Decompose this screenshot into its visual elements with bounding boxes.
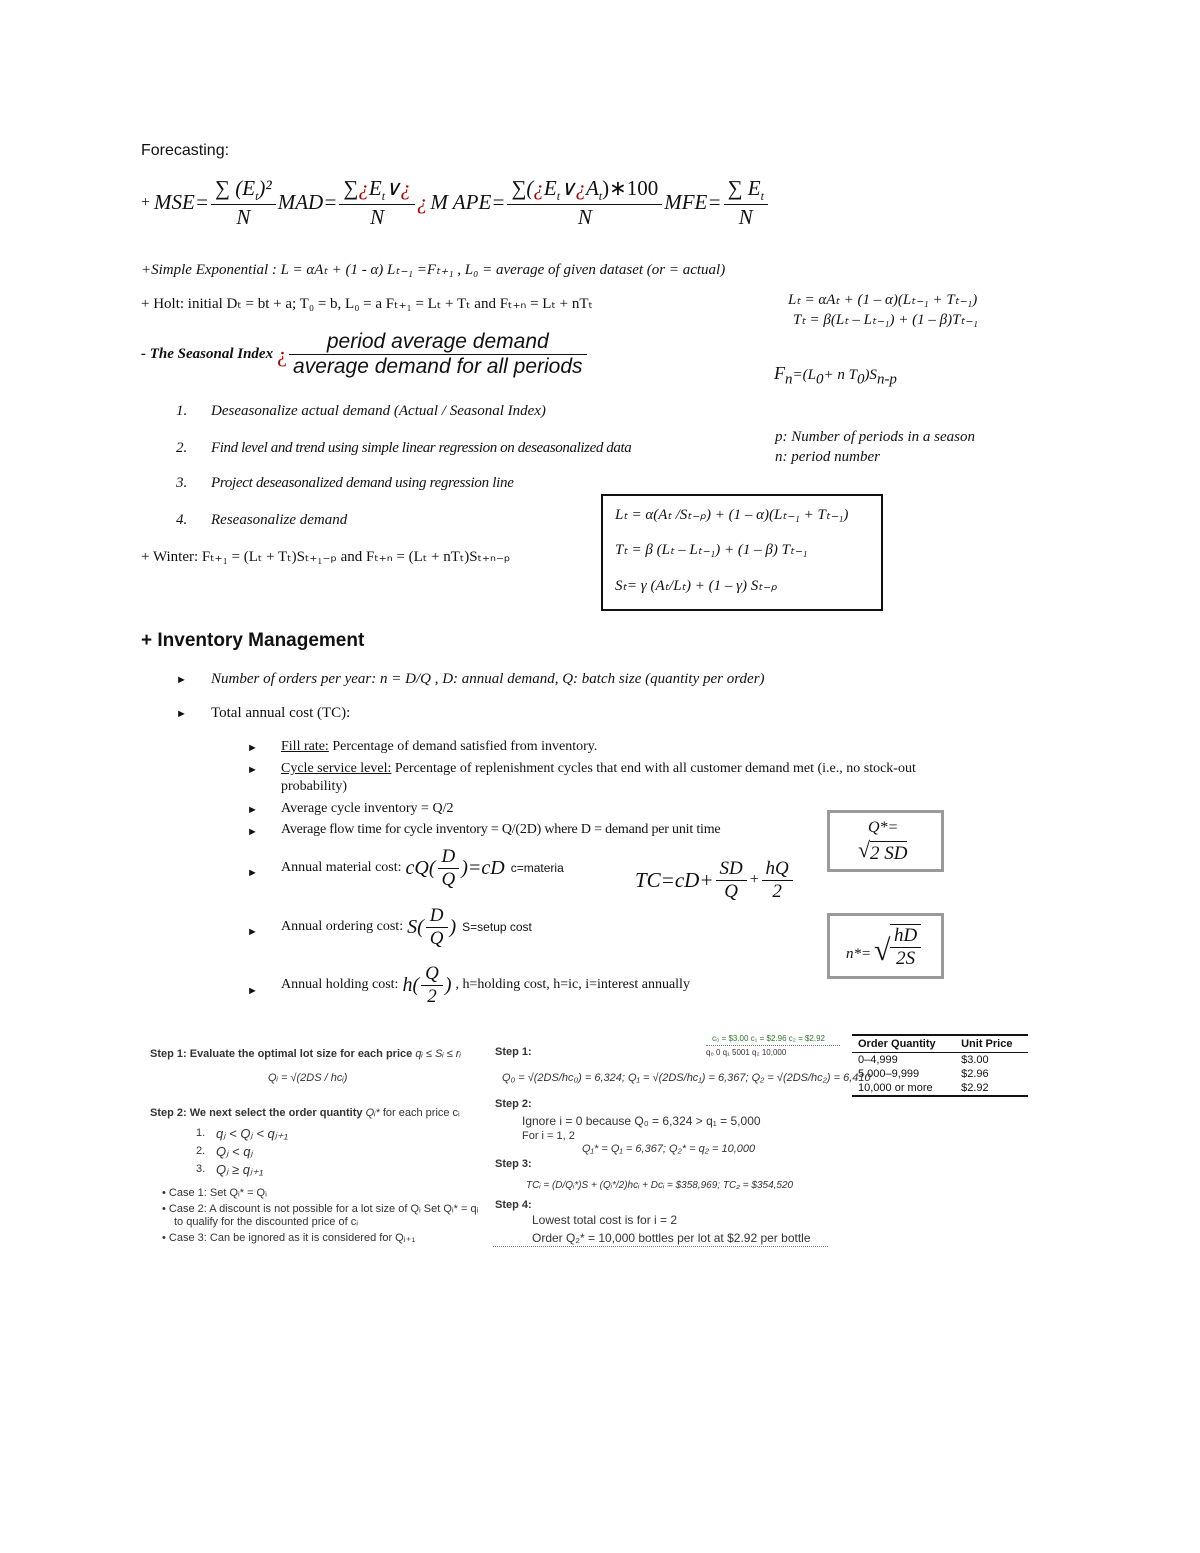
step-1-num: 1. xyxy=(176,403,188,419)
n-star-den: 2S xyxy=(896,947,916,969)
left-step1-cond: qᵢ ≤ Sᵢ ≤ rᵢ xyxy=(415,1048,461,1060)
price-table-col-price: Unit Price xyxy=(955,1035,1028,1053)
sf-mid: =(L xyxy=(792,367,816,383)
price-table-header xyxy=(852,1035,1028,1053)
triangle-bullet-icon: ► xyxy=(247,985,258,997)
mse-num-tail: )² xyxy=(258,176,272,200)
step-2-num: 2. xyxy=(176,440,188,456)
case-2-cont: to qualify for the discounted price of cᵢ xyxy=(174,1216,358,1228)
left-cond2: Qⱼ < qⱼ xyxy=(216,1144,253,1159)
right-step2-a: Ignore i = 0 because Q₀ = 6,324 > q₁ = 5,000 xyxy=(522,1114,761,1128)
case-2-text: Case 2: A discount is not possible for a lot size of Qᵢ Set Qᵢ* = qᵢ xyxy=(168,1203,479,1215)
triangle-bullet-icon: ► xyxy=(247,764,258,776)
mfe-den: N xyxy=(738,204,753,229)
left-step2-text: Step 2: We next select the order quantity xyxy=(150,1107,363,1119)
avg-flow-time-line: Average flow time for cycle inventory = Q/(2D) where D = demand per unit time xyxy=(281,822,721,837)
mad-num-c: E xyxy=(368,176,382,200)
triangle-bullet-icon: ► xyxy=(247,742,258,754)
mfe-fraction xyxy=(724,176,768,229)
mape-num-e: ¿ xyxy=(575,176,586,200)
table-row xyxy=(852,1081,1028,1096)
metrics-prefix: + xyxy=(141,193,151,211)
table-cell: 5,000–9,999 xyxy=(858,1068,920,1080)
table-cell: 0–4,999 xyxy=(858,1054,898,1066)
tc-num-1: SD xyxy=(716,858,747,881)
mse-num-sub: t xyxy=(255,189,259,204)
mfe-label: MFE= xyxy=(664,190,722,215)
mape-num-sub1: t xyxy=(556,189,561,204)
right-step4-text: Step 4: xyxy=(495,1199,532,1211)
total-annual-cost-line: Total annual cost (TC): xyxy=(211,705,351,721)
triangle-bullet-icon: ► xyxy=(176,674,187,686)
inventory-heading: + Inventory Management xyxy=(141,630,365,651)
material-num: D xyxy=(438,846,460,869)
tc-fraction-2 xyxy=(762,858,793,902)
price-table-col-qty: Order Quantity xyxy=(852,1035,955,1053)
holding-note: , h=holding cost, h=ic, i=interest annually xyxy=(455,977,690,993)
left-step2-tail: for each price cᵢ xyxy=(382,1107,460,1119)
mape-num-b: ¿ xyxy=(533,176,544,200)
material-den: Q xyxy=(441,868,456,890)
right-step3-text: Step 3: xyxy=(495,1158,532,1170)
n-star-fraction xyxy=(890,924,921,970)
tc-den-1: Q xyxy=(724,880,738,902)
mse-fraction xyxy=(211,176,276,229)
mape-num-g: )∗100 xyxy=(602,176,659,200)
tc-fraction-1 xyxy=(716,858,747,902)
table-cell: $2.96 xyxy=(961,1068,989,1080)
left-step1 xyxy=(150,1048,461,1060)
q-star-box xyxy=(827,810,944,872)
right-step1 xyxy=(495,1046,532,1058)
seasonal-forecast-eq xyxy=(774,363,897,389)
seasonal-fraction xyxy=(289,330,587,379)
ordering-note: S=setup cost xyxy=(462,920,532,935)
mad-num-d: ∨ xyxy=(385,176,401,200)
mad-den: N xyxy=(370,204,385,229)
left-cond3-num: 3. xyxy=(196,1163,206,1175)
triangle-bullet-icon: ► xyxy=(247,826,258,838)
holding-formula-a: h( xyxy=(402,973,420,996)
winter-equations-box xyxy=(601,494,883,611)
right-step2-b: For i = 1, 2 xyxy=(522,1130,575,1142)
mse-num: ∑ (E xyxy=(215,176,256,200)
mape-num-f: A xyxy=(585,176,599,200)
winter-line: + Winter: Fₜ₊₁ = (Lₜ + Tₜ)Sₜ₊₁₋ₚ and Fₜ₊ₙ = (Lₜ + nTₜ)Sₜ₊ₙ₋ₚ xyxy=(141,549,511,565)
table-cell: $3.00 xyxy=(961,1054,989,1066)
holding-num: Q xyxy=(421,963,443,986)
mape-num-c: E xyxy=(543,176,557,200)
table-row xyxy=(852,1067,1028,1081)
n-note: n: period number xyxy=(775,449,880,465)
case-3-text: Case 3: Can be ignored as it is considered for Qⱼ₊₁ xyxy=(168,1232,416,1244)
material-label: Annual material cost: xyxy=(281,860,402,876)
material-fraction xyxy=(438,846,460,891)
step-1-text: Deseasonalize actual demand (Actual / Seasonal Index) xyxy=(211,403,546,419)
right-step4-b: Order Q₂* = 10,000 bottles per lot at $2.92 per bottle xyxy=(532,1231,811,1245)
csl-text: Percentage of replenishment cycles that end with all customer demand met (i.e., no stock-out xyxy=(391,761,916,776)
ordering-num: D xyxy=(426,905,448,928)
triangle-bullet-icon: ► xyxy=(247,867,258,879)
mape-label: M APE= xyxy=(430,190,506,215)
mad-label: MAD= xyxy=(277,190,338,215)
right-step3 xyxy=(495,1158,532,1170)
mape-fraction xyxy=(507,176,662,229)
holding-fraction xyxy=(421,963,443,1008)
left-formula: Qᵢ = √(2DS / hcᵢ) xyxy=(268,1072,348,1084)
table-row xyxy=(852,1053,1028,1068)
mad-num-a: ∑ xyxy=(343,176,359,200)
mape-den: N xyxy=(577,204,592,229)
sf-f: F xyxy=(774,363,785,383)
sf-sub-0a: 0 xyxy=(815,371,824,388)
q-star-radicand: 2 SD xyxy=(870,843,908,864)
material-cost-line xyxy=(281,846,564,891)
material-formula-b: )=cD xyxy=(461,856,505,879)
left-cond1-num: 1. xyxy=(196,1127,206,1139)
right-step4-a: Lowest total cost is for i = 2 xyxy=(532,1213,678,1227)
table-cell: $2.92 xyxy=(955,1081,1028,1096)
step-4-num: 4. xyxy=(176,512,188,528)
left-cond3: Qⱼ ≥ qⱼ₊₁ xyxy=(216,1162,264,1177)
forecasting-heading: Forecasting: xyxy=(141,142,230,159)
tc-formula-a: TC=cD+ xyxy=(635,867,714,892)
holt-level-eq: Lₜ = αAₜ + (1 – α)(Lₜ₋₁ + Tₜ₋₁) xyxy=(788,292,978,308)
step-4-text: Reseasonalize demand xyxy=(211,512,348,528)
seasonal-mark: ¿ xyxy=(277,341,287,367)
table-cell: 10,000 or more xyxy=(852,1081,955,1096)
holding-label: Annual holding cost: xyxy=(281,977,399,993)
price-table xyxy=(852,1034,1028,1097)
mape-num-sub2: t xyxy=(598,189,603,204)
mse-den: N xyxy=(236,204,251,229)
holding-den: 2 xyxy=(427,985,437,1007)
cycle-service-line xyxy=(281,761,916,777)
case-1: • Case 1: Set Qᵢ* = Qᵢ xyxy=(162,1187,267,1199)
sf-sub-0b: 0 xyxy=(856,371,865,388)
seasonal-prefix: - The Seasonal Index xyxy=(141,346,274,363)
step-3-num: 3. xyxy=(176,475,188,491)
right-top-divider xyxy=(706,1045,840,1046)
n-star-label: n*= xyxy=(846,946,872,962)
right-step1-text: Step 1: xyxy=(495,1046,532,1058)
right-step2 xyxy=(495,1098,532,1110)
seasonal-num: period average demand xyxy=(289,330,587,355)
right-top-quantities: q₀ 0 q₁ 5001 q₂ 10,000 xyxy=(706,1048,787,1057)
winter-level-eq: Lₜ = α(Aₜ /Sₜ₋ₚ) + (1 – α)(Lₜ₋₁ + Tₜ₋₁) xyxy=(615,507,849,523)
avg-cycle-inventory-line: Average cycle inventory = Q/2 xyxy=(281,801,454,816)
fill-rate-text: Percentage of demand satisfied from inventory. xyxy=(328,739,598,754)
mape-num-d: ∨ xyxy=(560,176,576,200)
sf-sub-n: n xyxy=(785,371,793,388)
right-bottom-divider xyxy=(493,1246,828,1247)
ordering-cost-line xyxy=(281,905,532,950)
seasonal-den: average demand for all periods xyxy=(293,355,583,379)
left-cond2-num: 2. xyxy=(196,1145,206,1157)
mape-num-a: ∑( xyxy=(511,176,534,200)
sqrt-icon: √ xyxy=(874,934,891,967)
sf-mid2: + n T xyxy=(823,367,857,383)
fill-rate-label: Fill rate: xyxy=(281,739,329,754)
p-note: p: Number of periods in a season xyxy=(775,429,975,445)
material-formula-a: cQ( xyxy=(405,856,436,879)
cycle-service-line-2: probability) xyxy=(281,779,348,794)
right-step1-formula: Q₀ = √(2DS/hc₀) = 6,324; Q₁ = √(2DS/hc₁) = 6,367; Q₂ = √(2DS/hc₂) = 6,410 xyxy=(502,1072,871,1084)
mfe-num-sub: t xyxy=(760,189,764,204)
triangle-bullet-icon: ► xyxy=(247,804,258,816)
winter-trend-eq: Tₜ = β (Lₜ – Lₜ₋₁) + (1 – β) Tₜ₋₁ xyxy=(615,542,808,558)
orders-per-year-line: Number of orders per year: n = D/Q , D: annual demand, Q: batch size (quantity per order) xyxy=(211,671,765,687)
mad-num-b: ¿ xyxy=(358,176,369,200)
mfe-num: ∑ E xyxy=(727,176,761,200)
mad-trail: ¿ xyxy=(416,190,428,215)
material-note: c=materia xyxy=(510,861,564,876)
right-top-prices: c₀ = $3.00 c₁ = $2.96 c₂ = $2.92 xyxy=(712,1034,825,1043)
simple-exponential-line: +Simple Exponential : L = αAₜ + (1 - α) Lₜ₋₁ =Fₜ₊₁ , L₀ = average of given dataset (or = actual) xyxy=(141,262,726,278)
holding-cost-line xyxy=(281,963,690,1008)
ordering-formula-a: S( xyxy=(407,915,424,938)
case-1-text: Case 1: Set Qᵢ* = Qᵢ xyxy=(168,1187,267,1199)
left-step1-text: Step 1: Evaluate the optimal lot size for each price xyxy=(150,1048,413,1060)
mse-label: MSE= xyxy=(154,190,210,215)
n-star-box xyxy=(827,913,944,979)
mad-fraction xyxy=(339,176,415,229)
sf-end: )S xyxy=(864,367,877,383)
mad-num-e: ¿ xyxy=(400,176,411,200)
step-2-text: Find level and trend using simple linear regression on deseasonalized data xyxy=(211,440,632,456)
winter-seasonal-eq: Sₜ= γ (Aₜ/Lₜ) + (1 – γ) Sₜ₋ₚ xyxy=(615,578,778,594)
triangle-bullet-icon: ► xyxy=(176,708,187,720)
right-step2-c: Q₁* = Q₁ = 6,367; Q₂* = q₂ = 10,000 xyxy=(582,1143,756,1155)
right-step4 xyxy=(495,1199,532,1211)
case-3: • Case 3: Can be ignored as it is considered for Qⱼ₊₁ xyxy=(162,1232,416,1244)
tc-plus: + xyxy=(748,871,760,888)
mad-num-sub: t xyxy=(381,189,386,204)
ordering-formula-b: ) xyxy=(449,915,457,938)
right-step2-text: Step 2: xyxy=(495,1098,532,1110)
left-step2-q: Qᵢ* xyxy=(365,1107,380,1119)
q-star-label: Q*= xyxy=(868,819,899,836)
tc-num-2: hQ xyxy=(762,858,793,881)
left-step2 xyxy=(150,1107,460,1119)
fill-rate-line xyxy=(281,739,597,755)
tc-den-2: 2 xyxy=(772,880,782,902)
left-cond1: qⱼ < Qⱼ < qⱼ₊₁ xyxy=(216,1126,288,1141)
ordering-label: Annual ordering cost: xyxy=(281,919,404,935)
holt-line: + Holt: initial Dₜ = bt + a; T₀ = b, L₀ = a Fₜ₊₁ = Lₜ + Tₜ and Fₜ₊ₙ = Lₜ + nTₜ xyxy=(141,296,593,312)
holding-formula-b: ) xyxy=(444,973,452,996)
csl-label: Cycle service level: xyxy=(281,761,392,776)
ordering-den: Q xyxy=(429,927,444,949)
case-2: • Case 2: A discount is not possible for a lot size of Qᵢ Set Qᵢ* = qᵢ xyxy=(162,1203,479,1215)
seasonal-index-row xyxy=(141,330,589,379)
n-star-num: hD xyxy=(890,925,921,948)
sqrt-icon: √ xyxy=(858,837,871,862)
right-step3-formula: TCᵢ = (D/Qᵢ*)S + (Qᵢ*/2)hcᵢ + Dcᵢ = $358,969; TC₂ = $354,520 xyxy=(526,1180,794,1191)
total-cost-formula xyxy=(635,858,795,902)
ordering-fraction xyxy=(426,905,448,950)
holt-trend-eq: Tₜ = β(Lₜ – Lₜ₋₁) + (1 – β)Tₜ₋₁ xyxy=(793,312,978,328)
triangle-bullet-icon: ► xyxy=(247,926,258,938)
step-3-text: Project deseasonalized demand using regression line xyxy=(211,475,514,491)
error-metrics-row xyxy=(141,176,770,229)
sf-sub-np: n-p xyxy=(876,371,897,388)
